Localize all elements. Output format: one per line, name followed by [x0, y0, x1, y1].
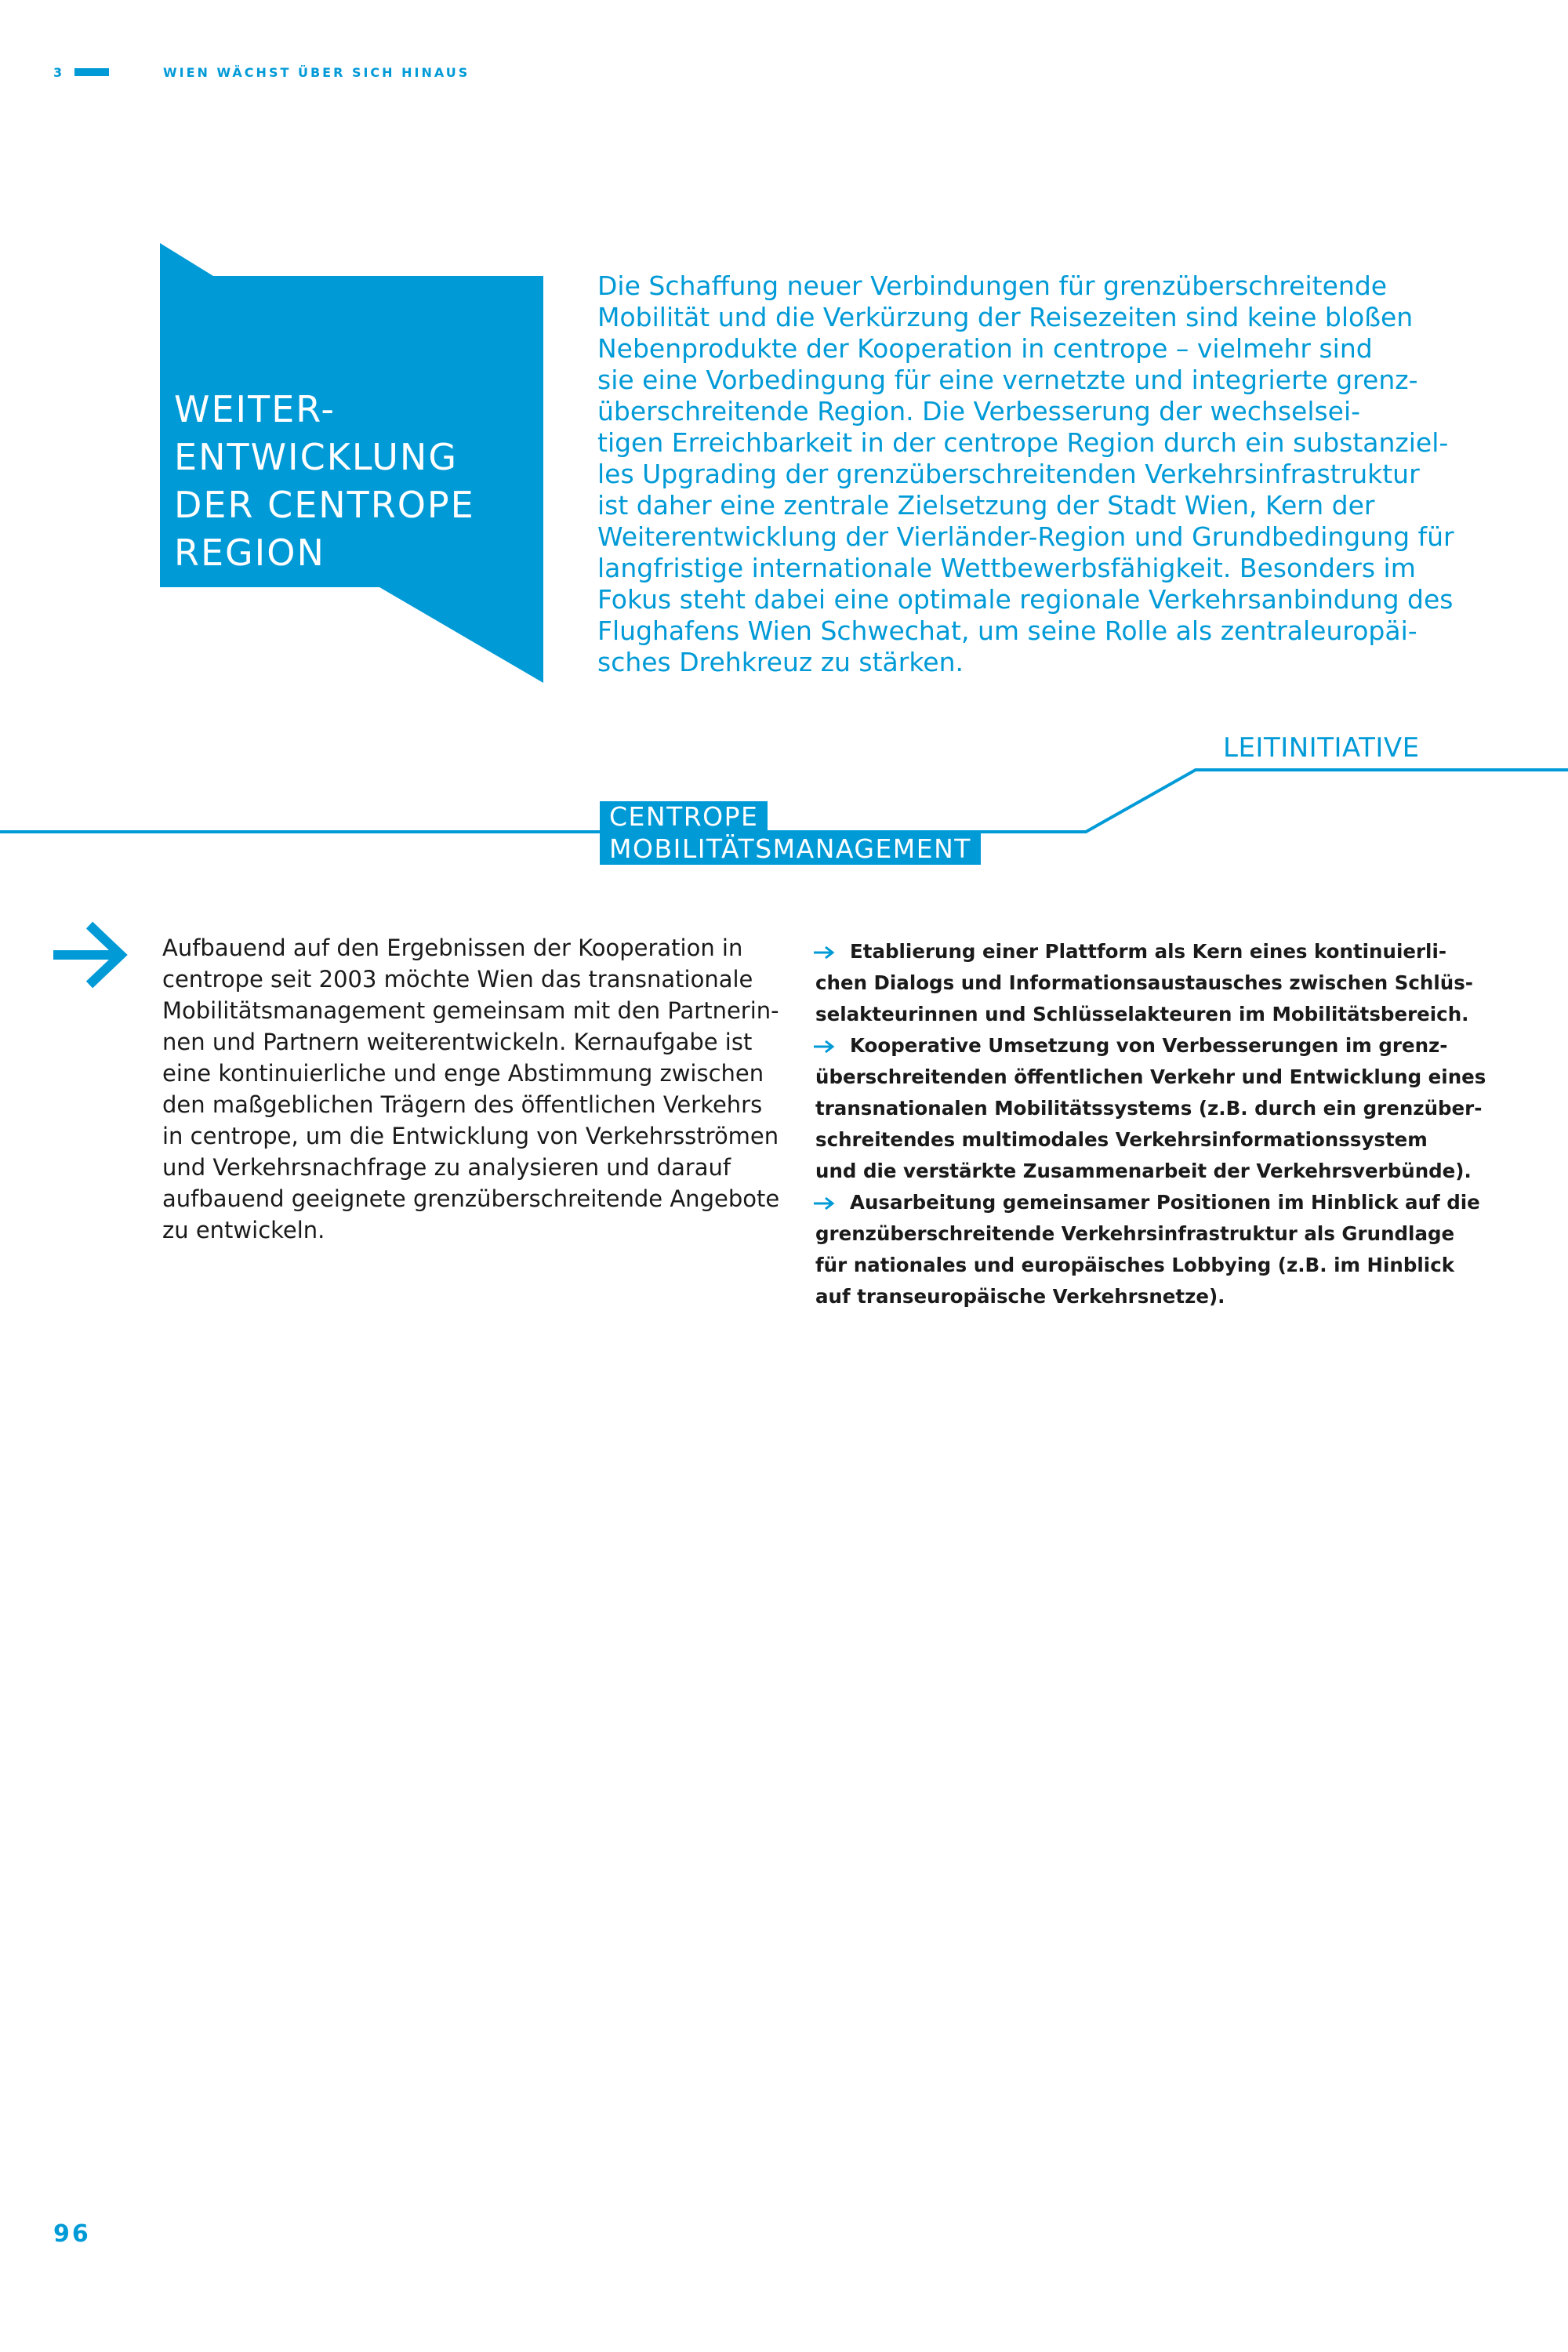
bullet-text: grenzüberschreitende Verkehrsinfrastruktur als Grundlage	[815, 1222, 1455, 1245]
body-line: centrope seit 2003 möchte Wien das transnationale	[162, 966, 753, 993]
intro-line: sie eine Vorbedingung für eine vernetzte und integrierte grenz-	[597, 365, 1418, 395]
arrow-right-icon	[812, 946, 836, 960]
intro-line: Weiterentwicklung der Vierländer-Region und Grundbedingung für	[597, 521, 1454, 552]
intro-line: ist daher eine zentrale Zielsetzung der Stadt Wien, Kern der	[597, 490, 1375, 521]
intro-line: langfristige internationale Wettbewerbsfähigkeit. Besonders im	[597, 553, 1416, 583]
bullet-text: auf transeuropäische Verkehrsnetze).	[815, 1285, 1225, 1308]
intro-line: Mobilität und die Verkürzung der Reisezeiten sind keine bloßen	[597, 302, 1414, 332]
bullet-text: Etablierung einer Plattform als Kern eines kontinuierli-	[850, 940, 1447, 963]
body-line: zu entwickeln.	[162, 1217, 325, 1243]
bullet-list	[815, 936, 1521, 1312]
intro-line: Nebenprodukte der Kooperation in centrope – vielmehr sind	[597, 333, 1373, 364]
body-line: Aufbauend auf den Ergebnissen der Kooperation in	[162, 935, 743, 961]
bullet-text: überschreitenden öffentlichen Verkehr und Entwicklung eines	[815, 1065, 1486, 1088]
arrow-right-icon	[49, 919, 130, 991]
intro-paragraph	[597, 270, 1499, 678]
list-item	[815, 936, 1521, 1030]
section-title-line-2: MOBILITÄTSMANAGEMENT	[600, 833, 981, 865]
intro-line: Fokus steht dabei eine optimale regionale Verkehrsanbindung des	[597, 584, 1454, 615]
body-line: nen und Partnern weiterentwickeln. Kernaufgabe ist	[162, 1029, 753, 1055]
heading-line: ENTWICKLUNG	[174, 436, 458, 478]
running-title: WIEN WÄCHST ÜBER SICH HINAUS	[163, 65, 470, 80]
section-title-line-1: CENTROPE	[600, 801, 768, 833]
body-line: den maßgeblichen Trägern des öffentlichen Verkehrs	[162, 1091, 763, 1118]
list-item	[815, 1030, 1521, 1187]
heading-line: REGION	[174, 532, 325, 574]
intro-line: Die Schaffung neuer Verbindungen für grenzüberschreitende	[597, 270, 1388, 301]
heading-line: DER CENTROPE	[174, 484, 475, 526]
list-item	[815, 1187, 1521, 1312]
header-accent-bar	[74, 68, 109, 76]
heading-line: WEITER-	[174, 388, 336, 430]
bullet-text: Kooperative Umsetzung von Verbesserungen im grenz-	[850, 1034, 1448, 1057]
bullet-text: für nationales und europäisches Lobbying (z.B. im Hinblick	[815, 1254, 1455, 1276]
arrow-right-icon	[812, 1196, 836, 1210]
bullet-text: chen Dialogs und Informationsaustausches zwischen Schlüs-	[815, 971, 1473, 994]
bullet-text: und die verstärkte Zusammenarbeit der Verkehrsverbünde).	[815, 1160, 1472, 1182]
bullet-text: Ausarbeitung gemeinsamer Positionen im Hinblick auf die	[850, 1191, 1480, 1214]
arrow-right-icon	[812, 1040, 836, 1054]
body-paragraph	[162, 932, 789, 1246]
intro-line: überschreitende Region. Die Verbesserung der wechselsei-	[597, 396, 1361, 426]
intro-line: tigen Erreichbarkeit in der centrope Region durch ein substanziel-	[597, 427, 1449, 458]
intro-line: Flughafens Wien Schwechat, um seine Rolle als zentraleuropäi-	[597, 615, 1417, 646]
bullet-text: transnationalen Mobilitätssystems (z.B. durch ein grenzüber-	[815, 1097, 1483, 1120]
body-line: in centrope, um die Entwicklung von Verkehrsströmen	[162, 1123, 779, 1149]
body-line: eine kontinuierliche und enge Abstimmung zwischen	[162, 1060, 764, 1087]
body-line: und Verkehrsnachfrage zu analysieren und darauf	[162, 1154, 731, 1181]
bullet-text: selakteurinnen und Schlüsselakteuren im Mobilitätsbereich.	[815, 1003, 1469, 1025]
body-line: aufbauend geeignete grenzüberschreitende Angebote	[162, 1185, 780, 1212]
header-page-ref: 3	[53, 65, 64, 80]
section-tag: LEITINITIATIVE	[1223, 732, 1420, 764]
body-line: Mobilitätsmanagement gemeinsam mit den Partnerin-	[162, 997, 779, 1024]
intro-line: les Upgrading der grenzüberschreitenden Verkehrsinfrastruktur	[597, 459, 1420, 489]
bullet-text: schreitendes multimodales Verkehrsinformationssystem	[815, 1128, 1428, 1151]
intro-line: sches Drehkreuz zu stärken.	[597, 647, 964, 677]
page-number: 96	[53, 2220, 91, 2248]
section-heading	[174, 386, 503, 577]
